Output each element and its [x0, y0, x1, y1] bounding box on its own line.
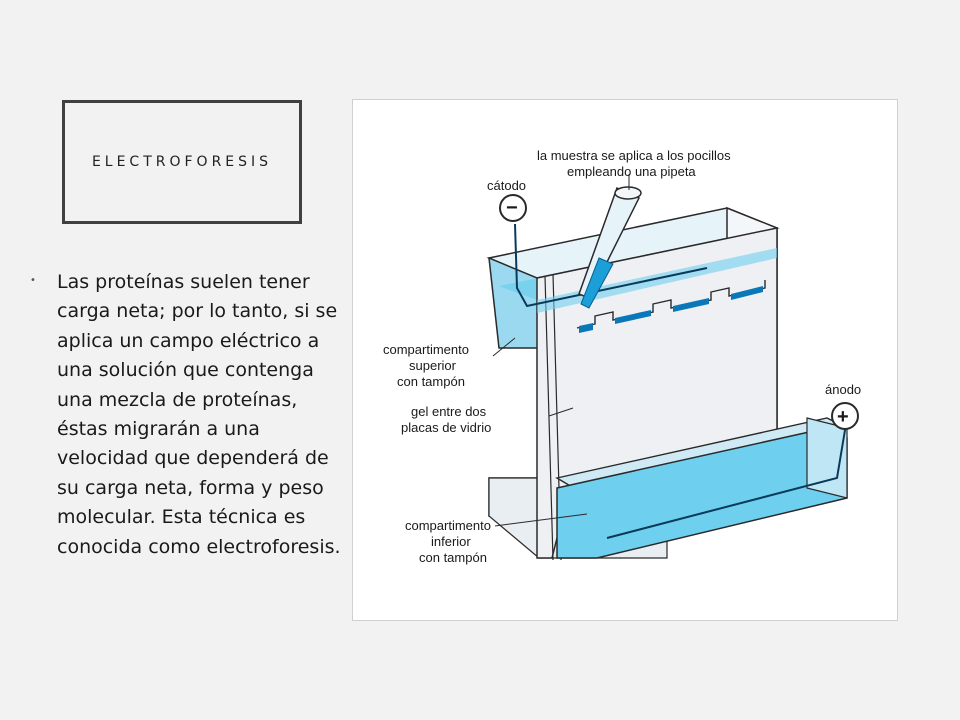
figure-frame	[352, 99, 898, 621]
label-upper-line2: superior	[409, 358, 456, 373]
label-gel-line1: gel entre dos	[411, 404, 487, 419]
bullet-text: Las proteínas suelen tener carga neta; por lo tanto, si se aplica un campo eléctrico a una solución que contenga una mezcla de proteínas, éstas migrarán a una velocidad que dependerá de su carga neta, forma y peso molecular. Esta técnica es conocida como electroforesis.	[57, 271, 341, 558]
label-cathode: cátodo	[487, 178, 527, 193]
cathode-symbol: −	[506, 197, 518, 219]
title-box	[62, 100, 302, 224]
diagram-svg	[367, 118, 884, 604]
electrophoresis-diagram	[367, 118, 884, 604]
label-sample-line2: empleando una pipeta	[567, 164, 696, 179]
label-lower-line3: con tampón	[419, 550, 487, 565]
label-upper-line1: compartimento	[383, 342, 469, 357]
anode-symbol: +	[837, 406, 849, 428]
bullet-marker: •	[30, 275, 36, 286]
pipette-top	[615, 187, 641, 199]
label-lower-line1: compartimento	[405, 518, 491, 533]
slide-title: ELECTROFORESIS	[91, 154, 273, 170]
label-sample-line1: la muestra se aplica a los pocillos	[537, 148, 731, 163]
label-upper-line3: con tampón	[397, 374, 465, 389]
label-lower-line2: inferior	[431, 534, 471, 549]
bullet-list	[30, 268, 350, 562]
label-anode: ánodo	[825, 382, 862, 397]
label-gel-line2: placas de vidrio	[401, 420, 492, 435]
